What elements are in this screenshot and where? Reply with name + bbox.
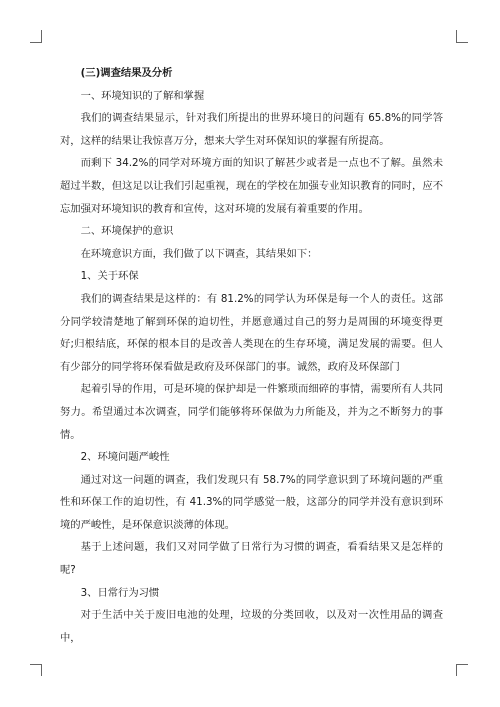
heading-severity: 2、环境问题严峻性 (80, 451, 170, 464)
paragraph: 通过对这一问题的调查，我们发现只有 58.7%的同学意识到了环境问题的严重性和环保工作的迫切性，有 41.3%的同学感觉一般，这部分的同学并没有意识到环境的严峻性，是环保意识淡薄的体现。 (60, 473, 443, 531)
heading-about-environmental-protection: 1、关于环保 (80, 270, 139, 283)
paragraph: 我们的调查结果是这样的：有 81.2%的同学认为环保是每一个人的责任。这部分同学较清楚地了解到环保的迫切性，并愿意通过自己的努力是周围的环境变得更好;归根结底，环保的根本目的是改善人类现在的生存环境，满足发展的需要。但人有少部分的同学将环保看做是政府及环保部门的事。诚然，政府及环保部门 (60, 292, 443, 373)
paragraph: 基于上述问题，我们又对同学做了日常行为习惯的调查，看看结果又是怎样的呢? (60, 541, 443, 577)
heading-daily-habits: 3、日常行为习惯 (80, 586, 160, 599)
paragraph: 在环境意识方面，我们做了以下调查，其结果如下： (80, 247, 318, 260)
paragraph: 对于生活中关于废旧电池的处理，垃圾的分类回收，以及对一次性用品的调查中， (60, 609, 443, 644)
heading-protection-awareness: 二、环境保护的意识 (80, 225, 174, 238)
paragraph: 而剩下 34.2%的同学对环境方面的知识了解甚少或者是一点也不了解。虽然未超过半数，但这足以让我们引起重视，现在的学校在加强专业知识教育的同时，应不忘加强对环境知识的教育和宣传，这对环境的发展有着重要的作用。 (60, 157, 443, 215)
heading-environment-knowledge: 一、环境知识的了解和掌握 (80, 89, 205, 102)
document-body (60, 62, 443, 649)
section-title: (三)调查结果及分析 (80, 67, 173, 79)
paragraph: 我们的调查结果显示，针对我们所提出的世界环境日的问题有 65.8%的同学答对，这样的结果让我惊喜万分，想来大学生对环保知识的掌握有所提高。 (60, 112, 443, 147)
paragraph: 起着引导的作用，可是环境的保护却是一件繁琐而细碎的事情，需要所有人共同努力。希望通过本次调查，同学们能够将环保做为力所能及，并为之不断努力的事情。 (60, 383, 443, 441)
